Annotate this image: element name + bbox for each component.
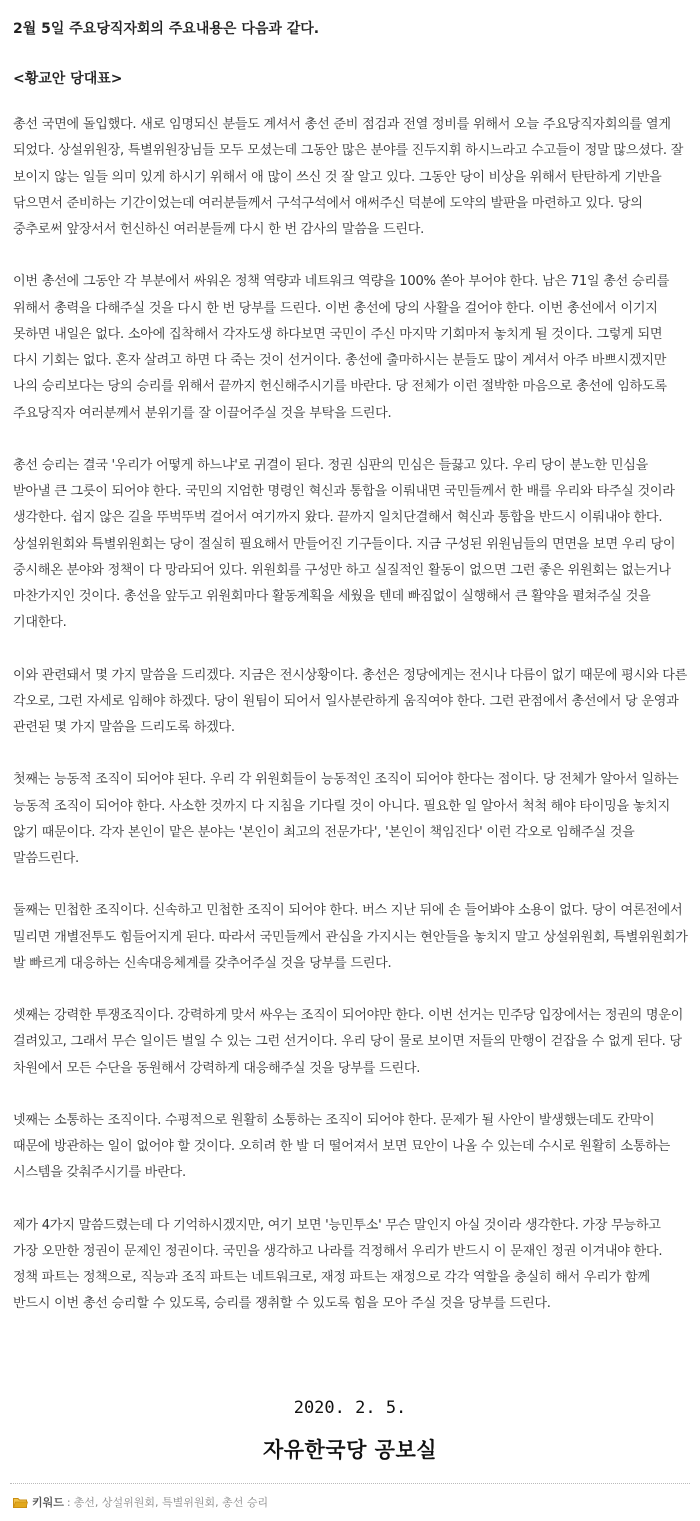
- folder-icon: [13, 1497, 28, 1508]
- paragraph-6: 둘째는 민첩한 조직이다. 신속하고 민첩한 조직이 되어야 한다. 버스 지난 뒤에 손 들어봐야 소용이 없다. 당이 여론전에서 밀리면 개별전투도 힘들어지게 된다. 따라서 국민들께서 관심을 가지시는 현안들을 놓치지 말고 상설위원회, 특별위원회가 발 빠르게 대응하는 신속대응체계를 갖추어주실 것을 당부를 드린다.: [13, 903, 688, 971]
- statement-body: [13, 112, 689, 1344]
- headline: 2월 5일 주요당직자회의 주요내용은 다음과 같다.: [13, 21, 320, 37]
- keywords-label: 키워드: [32, 1496, 64, 1509]
- keywords-bar: [13, 1494, 268, 1510]
- paragraph-4: 이와 관련돼서 몇 가지 말씀을 드리겠다. 지금은 전시상황이다. 총선은 정당에게는 전시나 다름이 없기 때문에 평시와 다른 각오로, 그런 자세로 임해야 하겠다. 당이 원팀이 되어서 일사분란하게 움직여야 한다. 그런 관점에서 총선에서 당 운영과 관련된 몇 가지 말씀을 드리도록 하겠다.: [13, 667, 688, 735]
- keywords-separator: :: [66, 1495, 71, 1509]
- paragraph-3: 총선 승리는 결국 '우리가 어떻게 하느냐'로 귀결이 된다. 정권 심판의 민심은 들끓고 있다. 우리 당이 분노한 민심을 받아낼 큰 그릇이 되어야 한다. 국민의 지엄한 명령인 혁신과 통합을 이뤄내면 국민들께서 한 배를 우리와 타주실 것이라 생각한다. 쉽지 않은 길을 뚜벅뚜벅 걸어서 여기까지 왔다. 끝까지 일치단결해서 혁신과 통합을 반드시 이뤄내야 한다. 상설위원회와 특별위원회는 당이 절실히 필요해서 만들어진 기구들이다. 지금 구성된 위원님들의 면면을 보면 우리 당이 중시해온 분야와 정책이 다 망라되어 있다. 위원회를 구성만 하고 실질적인 활동이 없으면 그런 좋은 위원회는 없는거나 마찬가지인 것이다. 총선을 앞두고 위원회마다 활동계획을 세웠을 텐데 빠짐없이 실행해서 큰 활약을 펼쳐주실 것을 기대한다.: [13, 457, 676, 631]
- speaker-heading: <황교안 당대표>: [13, 71, 123, 87]
- paragraph-8: 넷째는 소통하는 조직이다. 수평적으로 원활히 소통하는 조직이 되어야 한다. 문제가 될 사안이 발생했는데도 칸막이 때문에 방관하는 일이 없어야 할 것이다. 오히려 한 발 더 떨어져서 보면 묘안이 나올 수 있는데 수시로 원활히 소통하는 시스템을 갖춰주시기를 바란다.: [13, 1112, 671, 1181]
- paragraph-9: 제가 4가지 말씀드렸는데 다 기억하시겠지만, 여기 보면 '능민투소' 무슨 말인지 아실 것이라 생각한다. 가장 무능하고 가장 오만한 정권이 문제인 정권이다. 국민을 생각하고 나라를 걱정해서 우리가 반드시 이 문재인 정권 이겨내야 한다. 정책 파트는 정책으로, 직능과 조직 파트는 네트워크로, 재정 파트는 재정으로 각각 역할을 충실히 해서 우리가 함께 반드시 이번 총선 승리할 수 있도록, 승리를 쟁취할 수 있도록 힘을 모아 주실 것을 당부를 드린다.: [13, 1217, 663, 1312]
- keywords-list: 총선, 상설위원회, 특별위원회, 총선 승리: [73, 1496, 269, 1509]
- divider: [10, 1483, 690, 1484]
- paragraph-7: 셋째는 강력한 투쟁조직이다. 강력하게 맞서 싸우는 조직이 되어야만 한다. 이번 선거는 민주당 입장에서는 정권의 명운이 걸려있고, 그래서 무슨 일이든 벌일 수 있는 그런 선거이다. 우리 당이 물로 보이면 저들의 만행이 걷잡을 수 없게 된다. 당 차원에서 모든 수단을 동원해서 강력하게 대응해주실 것을 당부를 드린다.: [13, 1008, 684, 1076]
- paragraph-5: 첫째는 능동적 조직이 되어야 된다. 우리 각 위원회들이 능동적인 조직이 되어야 한다는 점이다. 당 전체가 알아서 일하는 능동적 조직이 되어야 한다. 사소한 것까지 다 지침을 기다릴 것이 아니다. 필요한 일 알아서 척척 해야 타이밍을 놓치지 않기 때문이다. 각자 본인이 맡은 분야는 '본인이 최고의 전문가다', '본인이 책임진다' 이런 각오로 임해주실 것을 말씀드린다.: [13, 772, 679, 866]
- release-date: 2020. 2. 5.: [293, 1398, 407, 1418]
- issuing-office: 자유한국당 공보실: [262, 1438, 438, 1462]
- paragraph-2: 이번 총선에 그동안 각 부분에서 싸워온 정책 역량과 네트워크 역량을 100% 쏟아 부어야 한다. 남은 71일 총선 승리를 위해서 총력을 다해주실 것을 다시 한 번 당부를 드린다. 이번 총선에 당의 사활을 걸어야 한다. 이번 총선에서 이기지 못하면 내일은 없다. 소아에 집착해서 각자도생 하다보면 국민이 주신 마지막 기회마저 놓치게 될 것이다. 그렇게 되면 다시 기회는 없다. 혼자 살려고 하면 다 죽는 것이 선거이다. 총선에 출마하시는 분들도 많이 계셔서 아주 바쁘시겠지만 나의 승리보다는 당의 승리를 위해서 끝까지 헌신해주시기를 바란다. 당 전체가 이런 절박한 마음으로 총선에 임하도록 주요당직자 여러분께서 분위기를 잘 이끌어주실 것을 부탁을 드린다.: [13, 274, 670, 421]
- paragraph-1: 총선 국면에 돌입했다. 새로 임명되신 분들도 계셔서 총선 준비 점검과 전열 정비를 위해서 오늘 주요당직자회의를 열게 되었다. 상설위원장, 특별위원장님들 모두 모셨는데 그동안 많은 분야를 진두지휘 하시느라고 수고들이 정말 많으셨다. 잘 보이지 않는 일들 의미 있게 하시기 위해서 애 많이 쓰신 것 잘 알고 있다. 그동안 당이 비상을 위해서 탄탄하게 기반을 닦으면서 준비하는 기간이었는데 여러분들께서 구석구석에서 애써주신 덕분에 도약의 발판을 마련하고 있다. 당의 중추로써 앞장서서 헌신하신 여러분들께 다시 한 번 감사의 말씀을 드린다.: [13, 117, 684, 237]
